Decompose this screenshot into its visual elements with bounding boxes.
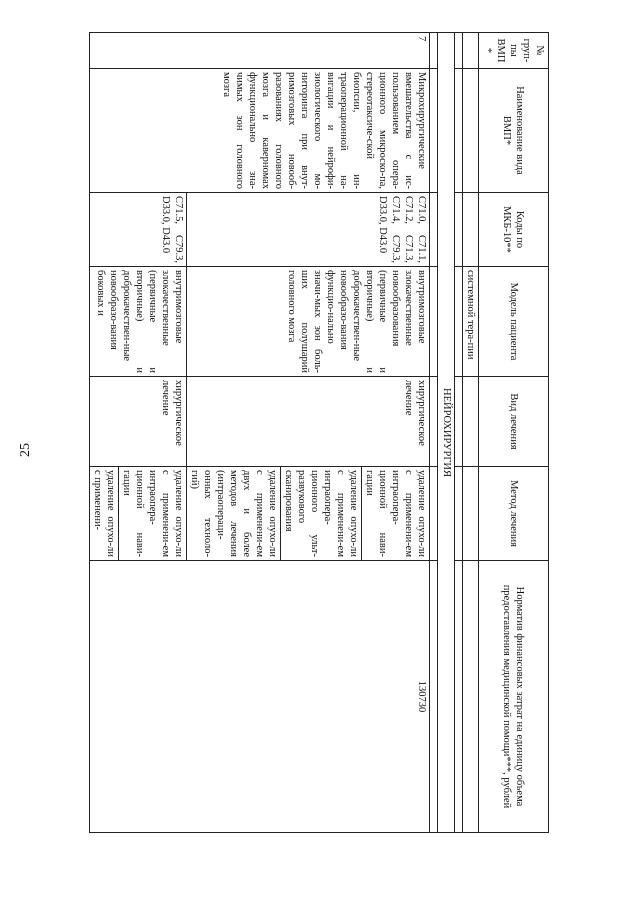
- table-header-row: [479, 33, 549, 833]
- col-header-patient-model: Модель пациента: [479, 267, 549, 377]
- treatment-methods: [90, 467, 187, 561]
- col-header-cost-standard: Норматив финансовых затрат на единицу объема предоставления медицинской помощи***, рублей: [479, 561, 549, 833]
- treatment-method: удаление опухо-ли с применени-ем двух и более методов лечения (интраопераци-онных техноло-гий): [187, 467, 281, 560]
- table-row: [187, 33, 430, 833]
- cost-standard: 130730: [90, 561, 430, 833]
- col-header-vmp-name: Наименование вида ВМП*: [479, 69, 549, 193]
- continued-patient-model: системной тера-пии: [463, 267, 479, 377]
- treatment-method: удаление опухо-ли с применени-ем интраопера-ционного ульт-развукового сканирования: [281, 467, 362, 560]
- blank-row: [430, 33, 438, 833]
- icd-codes: C71.0, C71.1, C71.2, C71.3, C71.4, C79.3, D33.0, D43.0: [187, 193, 430, 267]
- col-header-group-number: № груп-пы ВМП*: [479, 33, 549, 69]
- col-header-treatment-method: Метод лечения: [479, 467, 549, 561]
- vmp-name: Микрохирургические вмешательства с ис-пользованием опера-ционного микроско-па, стереотаксиче-ской биопсии, ин-траоперационной на-вигации и нейрофи-зиологического мо-ниторинга при внут-римозговых новооб-разованиях головного мозга и каверномах функционально зна-чимых зон головного мозга: [90, 69, 430, 193]
- patient-model: внутримозговые злокачественные (первичные и вторичные) и доброкачествен-ные новообразо-вания боковых и: [90, 267, 187, 377]
- col-header-treatment-type: Вид лечения: [479, 377, 549, 467]
- treatment-type: хирургическое лечение: [90, 377, 187, 467]
- page-number: 25: [18, 443, 33, 457]
- section-title: НЕЙРОХИРУРГИЯ: [438, 33, 455, 833]
- treatment-method: удаление опухо-ли с применени-: [90, 467, 119, 560]
- treatment-method: удаление опухо-ли с применени-ем интраопера-ционной нави-гации: [121, 470, 184, 557]
- section-header-row: [438, 33, 455, 833]
- icd-codes: C71.5, C79.3, D33.0, D43.0: [90, 193, 187, 267]
- vmp-table: [89, 32, 549, 833]
- patient-model: внутримозговые злокачественные новообразования (первичные и вторичные) и доброкачествен-ные новообразо-вания функцио-нально значи-мых зон боль-ших полушарий головного мозга: [187, 267, 430, 377]
- treatment-methods: [187, 467, 430, 561]
- col-header-icd-codes: Коды по МКБ-10**: [479, 193, 549, 267]
- continued-row: [463, 33, 479, 833]
- treatment-method: удаление опухо-ли с применени-ем интраопера-ционной нави-гации: [364, 470, 427, 557]
- group-number: 7: [90, 33, 430, 69]
- treatment-type: хирургическое лечение: [187, 377, 430, 467]
- rotated-page-content: [63, 32, 549, 832]
- blank-row: [455, 33, 463, 833]
